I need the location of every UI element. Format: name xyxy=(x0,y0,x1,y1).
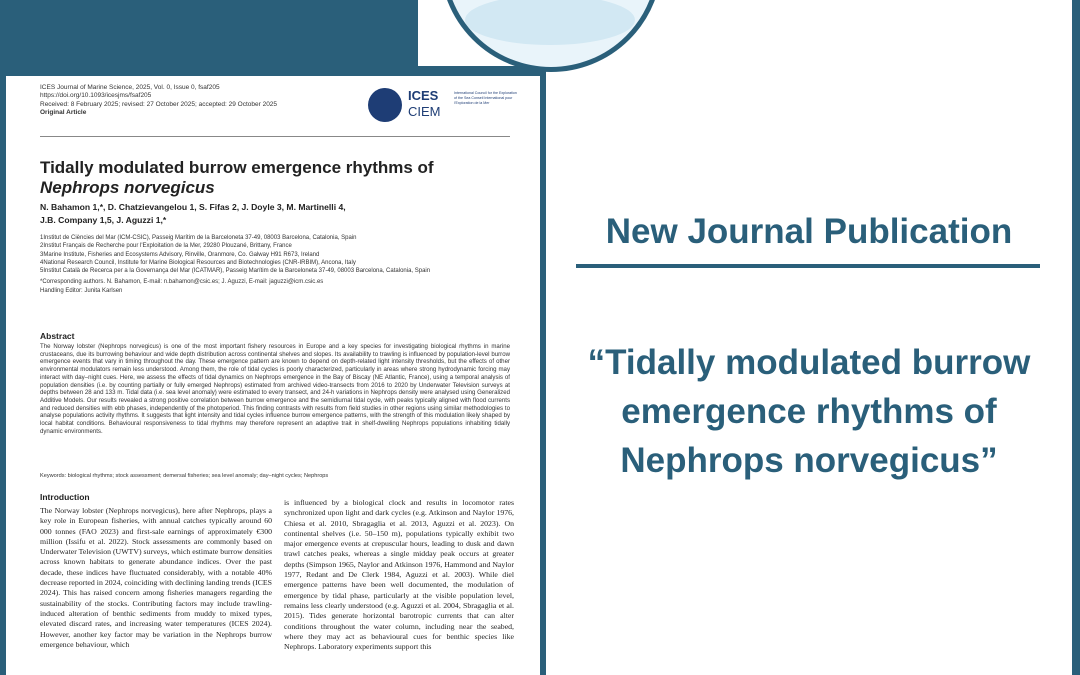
authors-line-2: J.B. Company 1,5, J. Aguzzi 1,* xyxy=(40,215,167,225)
ices-logo xyxy=(368,86,518,122)
right-edge-bar xyxy=(1072,0,1080,675)
paper-meta xyxy=(40,84,277,118)
intro-column-1: The Norway lobster (Nephrops norvegicus), here after Nephrops, plays a key role in European fisheries, with annual catches typically around 60 000 tonnes (FAO 2023) and first-sale earnings of approximately €300 million (Issifu et al. 2022). Stock assessments are commonly based on Underwater Television (UWTV) surveys, which estimate burrow densities across known habitats to generate abundance indices. Over the past decade, these indices have fluctuated considerably, with a notable 40% decrease reported in 2024, coinciding with declining landing trends (ICES 2024). This has raised concern among fisheries managers regarding the sustainability of the stocks. Contributing factors may include trawling-induced alteration of benthic sediments from muddy to mixed types, elevated discard rates, and increasing water temperatures (ICES 2024). However, another key factor may be variation in the Nephrops burrow emergence behaviour, which xyxy=(40,506,272,649)
affiliation: 5Institut Català de Recerca per a la Governança del Mar (ICATMAR), Passeig Marítim de la Barceloneta 37-49, 08003 Barcelona, Catalonia, Spain xyxy=(40,268,431,275)
globe-icon xyxy=(368,88,402,122)
handling-editor: Handling Editor: Junita Karlsen xyxy=(40,287,123,294)
intro-heading: Introduction xyxy=(40,492,90,502)
headline-rule xyxy=(576,264,1040,268)
paper-title xyxy=(40,158,510,198)
dates-line: Received: 8 February 2025; revised: 27 October 2025; accepted: 29 October 2025 xyxy=(40,100,278,108)
title-line-2: Nephrops norvegicus xyxy=(40,178,215,197)
paper-page xyxy=(6,76,540,675)
logo-ices: ICES xyxy=(408,88,439,103)
header-rule xyxy=(40,136,510,137)
article-type: Original Article xyxy=(40,109,87,117)
title-line-1: Tidally modulated burrow emergence rhythms of xyxy=(40,158,434,177)
journal-line: ICES Journal of Marine Science, 2025, Vol. 0, Issue 0, fsaf205 xyxy=(40,84,220,91)
corresponding-authors: *Corresponding authors. N. Bahamon, E-mail: n.bahamon@csic.es; J. Aguzzi, E-mail: jaguzzi@icm.csic.es xyxy=(40,279,324,286)
affiliation: 4National Research Council, Institute for Marine Biological Resources and Biotechnologies (CNR-IRBIM), Ancona, Italy xyxy=(40,259,356,266)
affiliations xyxy=(40,234,510,295)
authors xyxy=(40,201,510,227)
affiliation: 2Institut Français de Recherche pour l'Exploitation de la Mer, 29280 Plouzané, Brittany, France xyxy=(40,243,292,250)
doi-line: https://doi.org/10.1093/icesjms/fsaf205 xyxy=(40,92,152,100)
intro-column-2: is influenced by a biological clock and results in locomotor rates synchronized upon light and dark cycles (e.g. Atkinson and Naylor 1976, Chiesa et al. 2010, Sbragaglia et al. 2013, Aguzzi et al. 2023). On continental shelves (i.e. 50–150 m), populations typically exhibit two major emergence events at crepuscular hours, leading to dusk and dawn trawl catches peaks, whereas a single midday peak occurs at greater depths (Simpson 1965, Naylor and Atkinson 1976, Hammond and Naylor 1977, Redant and De Clerk 1984, Aguzzi et al. 2003). While diel emergence patterns have been well documented, the modulation of emergence by tidal phase, particularly at the visible population level, remains less clearly understood (e.g. Aguzzi et al. 2004, Sbragaglia et al. 2015). Tides generate horizontal barotropic currents that can alter conditions throughout the water column, including near the seabed, where they may act as behavioural cues for benthic species like Nephrops. Laboratory experiments support this xyxy=(284,498,514,652)
publication-title-quote: “Tidally modulated burrow emergence rhythms of Nephrops norvegicus” xyxy=(587,343,1031,480)
logo-text: International Council for the Exploration of the Sea Conseil International pour l'Exploration de la Mer xyxy=(454,91,517,105)
headline: New Journal Publication xyxy=(605,212,1013,251)
abstract-text: The Norway lobster (Nephrops norvegicus) is one of the most important fishery resources in Europe and a key species for investigating biological rhythms in marine crustaceans, due its burrowing behaviour and wide depth distribution across continental shelves and slopes. Its availability to trawling is influenced by population-level burrow emergence events that vary in timing throughout the day. These emergence pattern are known to depend on depth-related light intensity thresholds, but the effects of other environmental modulators remain less understood. Among them, the role of tidal cycles is poorly characterized, particularly in areas where strong hydrodynamic forcing may interact with day–night cues. Here, we assess the effects of tidal dynamics on Nephrops emergence in the Bay of Biscay (NE Atlantic, France), using a temporal analysis of population densities (i.e. by counting partially or fully emerged Nephrops) estimated from archived video-transects from 2016 to 2020 by Underwater Television surveys at depths between 28 and 133 m. Tidal data (i.e. sea level anomaly) were estimated to every transect, and 24-h variations in Nephrops density were analysed using Generalized Additive Models. Our results revealed a strong positive correlation between burrow emergence and the semidiurnal tidal cycle, with peaks typically aligned with flood currents and reduced densities with ebb phases, independently of the photoperiod. This finding contrasts with results from field studies in other regions using similar methodologies to analyse populations activity rhythms. It suggests that light intensity and tidal cycles influence burrow emergence patterns, with the strength of this modulation likely shaped by local habitat conditions. Behavioural responsiveness to tidal rhythms may therefore represent an adaptive trait in shelf-dwelling Nephrops populations inhabiting tidally dynamic environments. xyxy=(40,343,510,435)
keywords: Keywords: biological rhythms; stock assessment; demersal fisheries; sea level anomaly; day–night cycles; Nephrops xyxy=(40,473,329,479)
abstract-heading: Abstract xyxy=(40,331,75,341)
affiliation: 1Institut de Ciències del Mar (ICM-CSIC), Passeig Marítim de la Barceloneta 37-49, 08003 Barcelona, Catalonia, Spain xyxy=(40,235,357,241)
affiliation: 3Marine Institute, Fisheries and Ecosystems Advisory, Rinville, Oranmore, Co. Galway H91 R673, Ireland xyxy=(40,251,320,258)
authors-line-1: N. Bahamon 1,*, D. Chatzievangelou 1, S. Fifas 2, J. Doyle 3, M. Martinelli 4, xyxy=(40,202,346,212)
logo-ciem: CIEM xyxy=(408,104,441,119)
